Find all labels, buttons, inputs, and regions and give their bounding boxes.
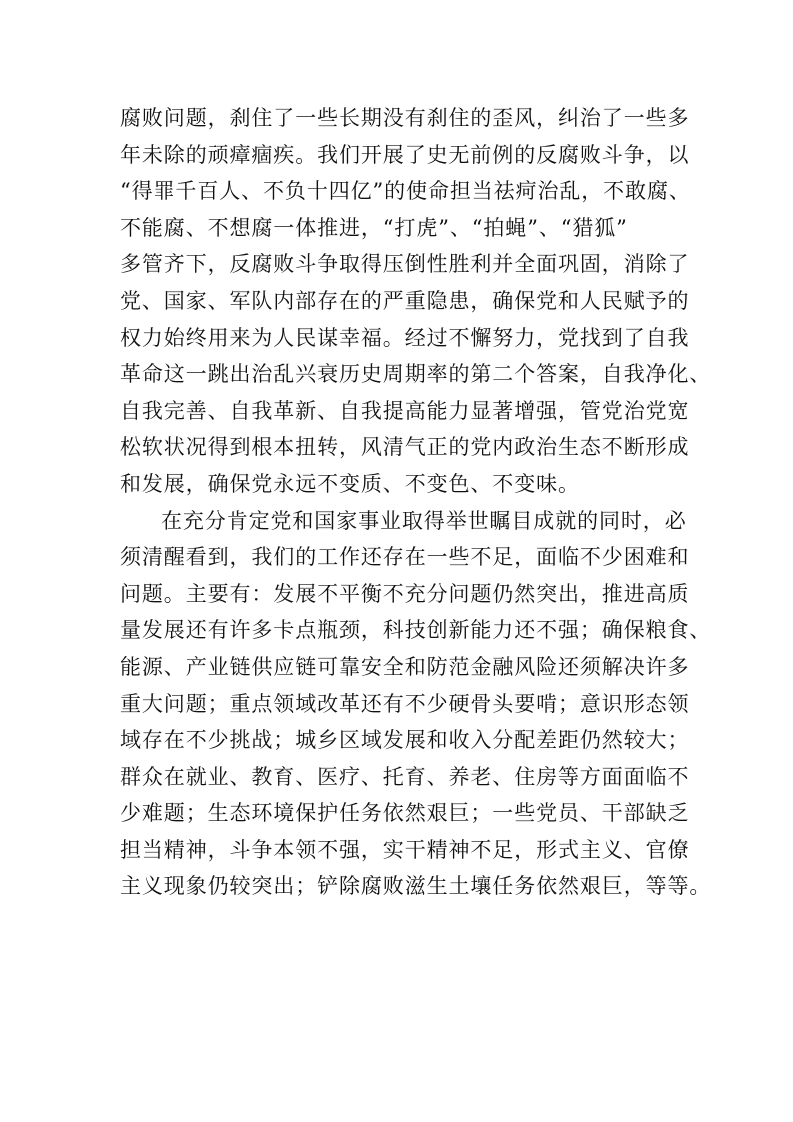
text-line: 革命这一跳出治乱兴衰历史周期率的第二个答案，自我净化、 — [120, 362, 712, 387]
text-line: 重大问题；重点领域改革还有不少硬骨头要啃；意识形态领 — [120, 691, 690, 716]
text-line: 能源、产业链供应链可靠安全和防范金融风险还须解决许多 — [120, 654, 690, 679]
text-line: 党、国家、军队内部存在的严重隐患，确保党和人民赋予的 — [120, 288, 690, 313]
text-line: 年未除的顽瘴痼疾。我们开展了史无前例的反腐败斗争，以 — [120, 142, 690, 167]
text-line: “得罪千百人、不负十四亿”的使命担当祛疴治乱，不敢腐、 — [120, 179, 691, 204]
text-line: 量发展还有许多卡点瓶颈，科技创新能力还不强；确保粮食、 — [120, 618, 712, 643]
paragraph-1 — [120, 100, 712, 503]
text-line: 主义现象仍较突出；铲除腐败滋生土壤任务依然艰巨，等等。 — [120, 874, 712, 899]
text-line: 少难题；生态环境保护任务依然艰巨；一些党员、干部缺乏 — [120, 801, 690, 826]
text-line: 腐败问题，刹住了一些长期没有刹住的歪风，纠治了一些多 — [120, 106, 690, 130]
text-line: 须清醒看到，我们的工作还存在一些不足，面临不少困难和 — [120, 545, 690, 570]
text-line: 权力始终用来为人民谋幸福。经过不懈努力，党找到了自我 — [120, 325, 690, 350]
text-line: 和发展，确保党永远不变质、不变色、不变味。 — [120, 471, 580, 496]
paragraph-2 — [120, 503, 712, 906]
text-line: 群众在就业、教育、医疗、托育、养老、住房等方面面临不 — [120, 764, 690, 789]
text-line: 多管齐下，反腐败斗争取得压倒性胜利并全面巩固，消除了 — [120, 252, 690, 277]
text-line: 在充分肯定党和国家事业取得举世瞩目成就的同时，必 — [161, 508, 687, 533]
text-line: 担当精神，斗争本领不强，实干精神不足，形式主义、官僚 — [120, 837, 690, 862]
text-line: 松软状况得到根本扭转，风清气正的党内政治生态不断形成 — [120, 435, 690, 460]
text-line: 自我完善、自我革新、自我提高能力显著增强，管党治党宽 — [120, 398, 690, 423]
text-line: 问题。主要有：发展不平衡不充分问题仍然突出，推进高质 — [120, 581, 690, 606]
body-text — [120, 100, 712, 905]
text-line: 域存在不少挑战；城乡区域发展和收入分配差距仍然较大； — [120, 728, 690, 753]
text-line: 不能腐、不想腐一体推进，“打虎”、“拍蝇”、“猎狐” — [120, 215, 628, 240]
